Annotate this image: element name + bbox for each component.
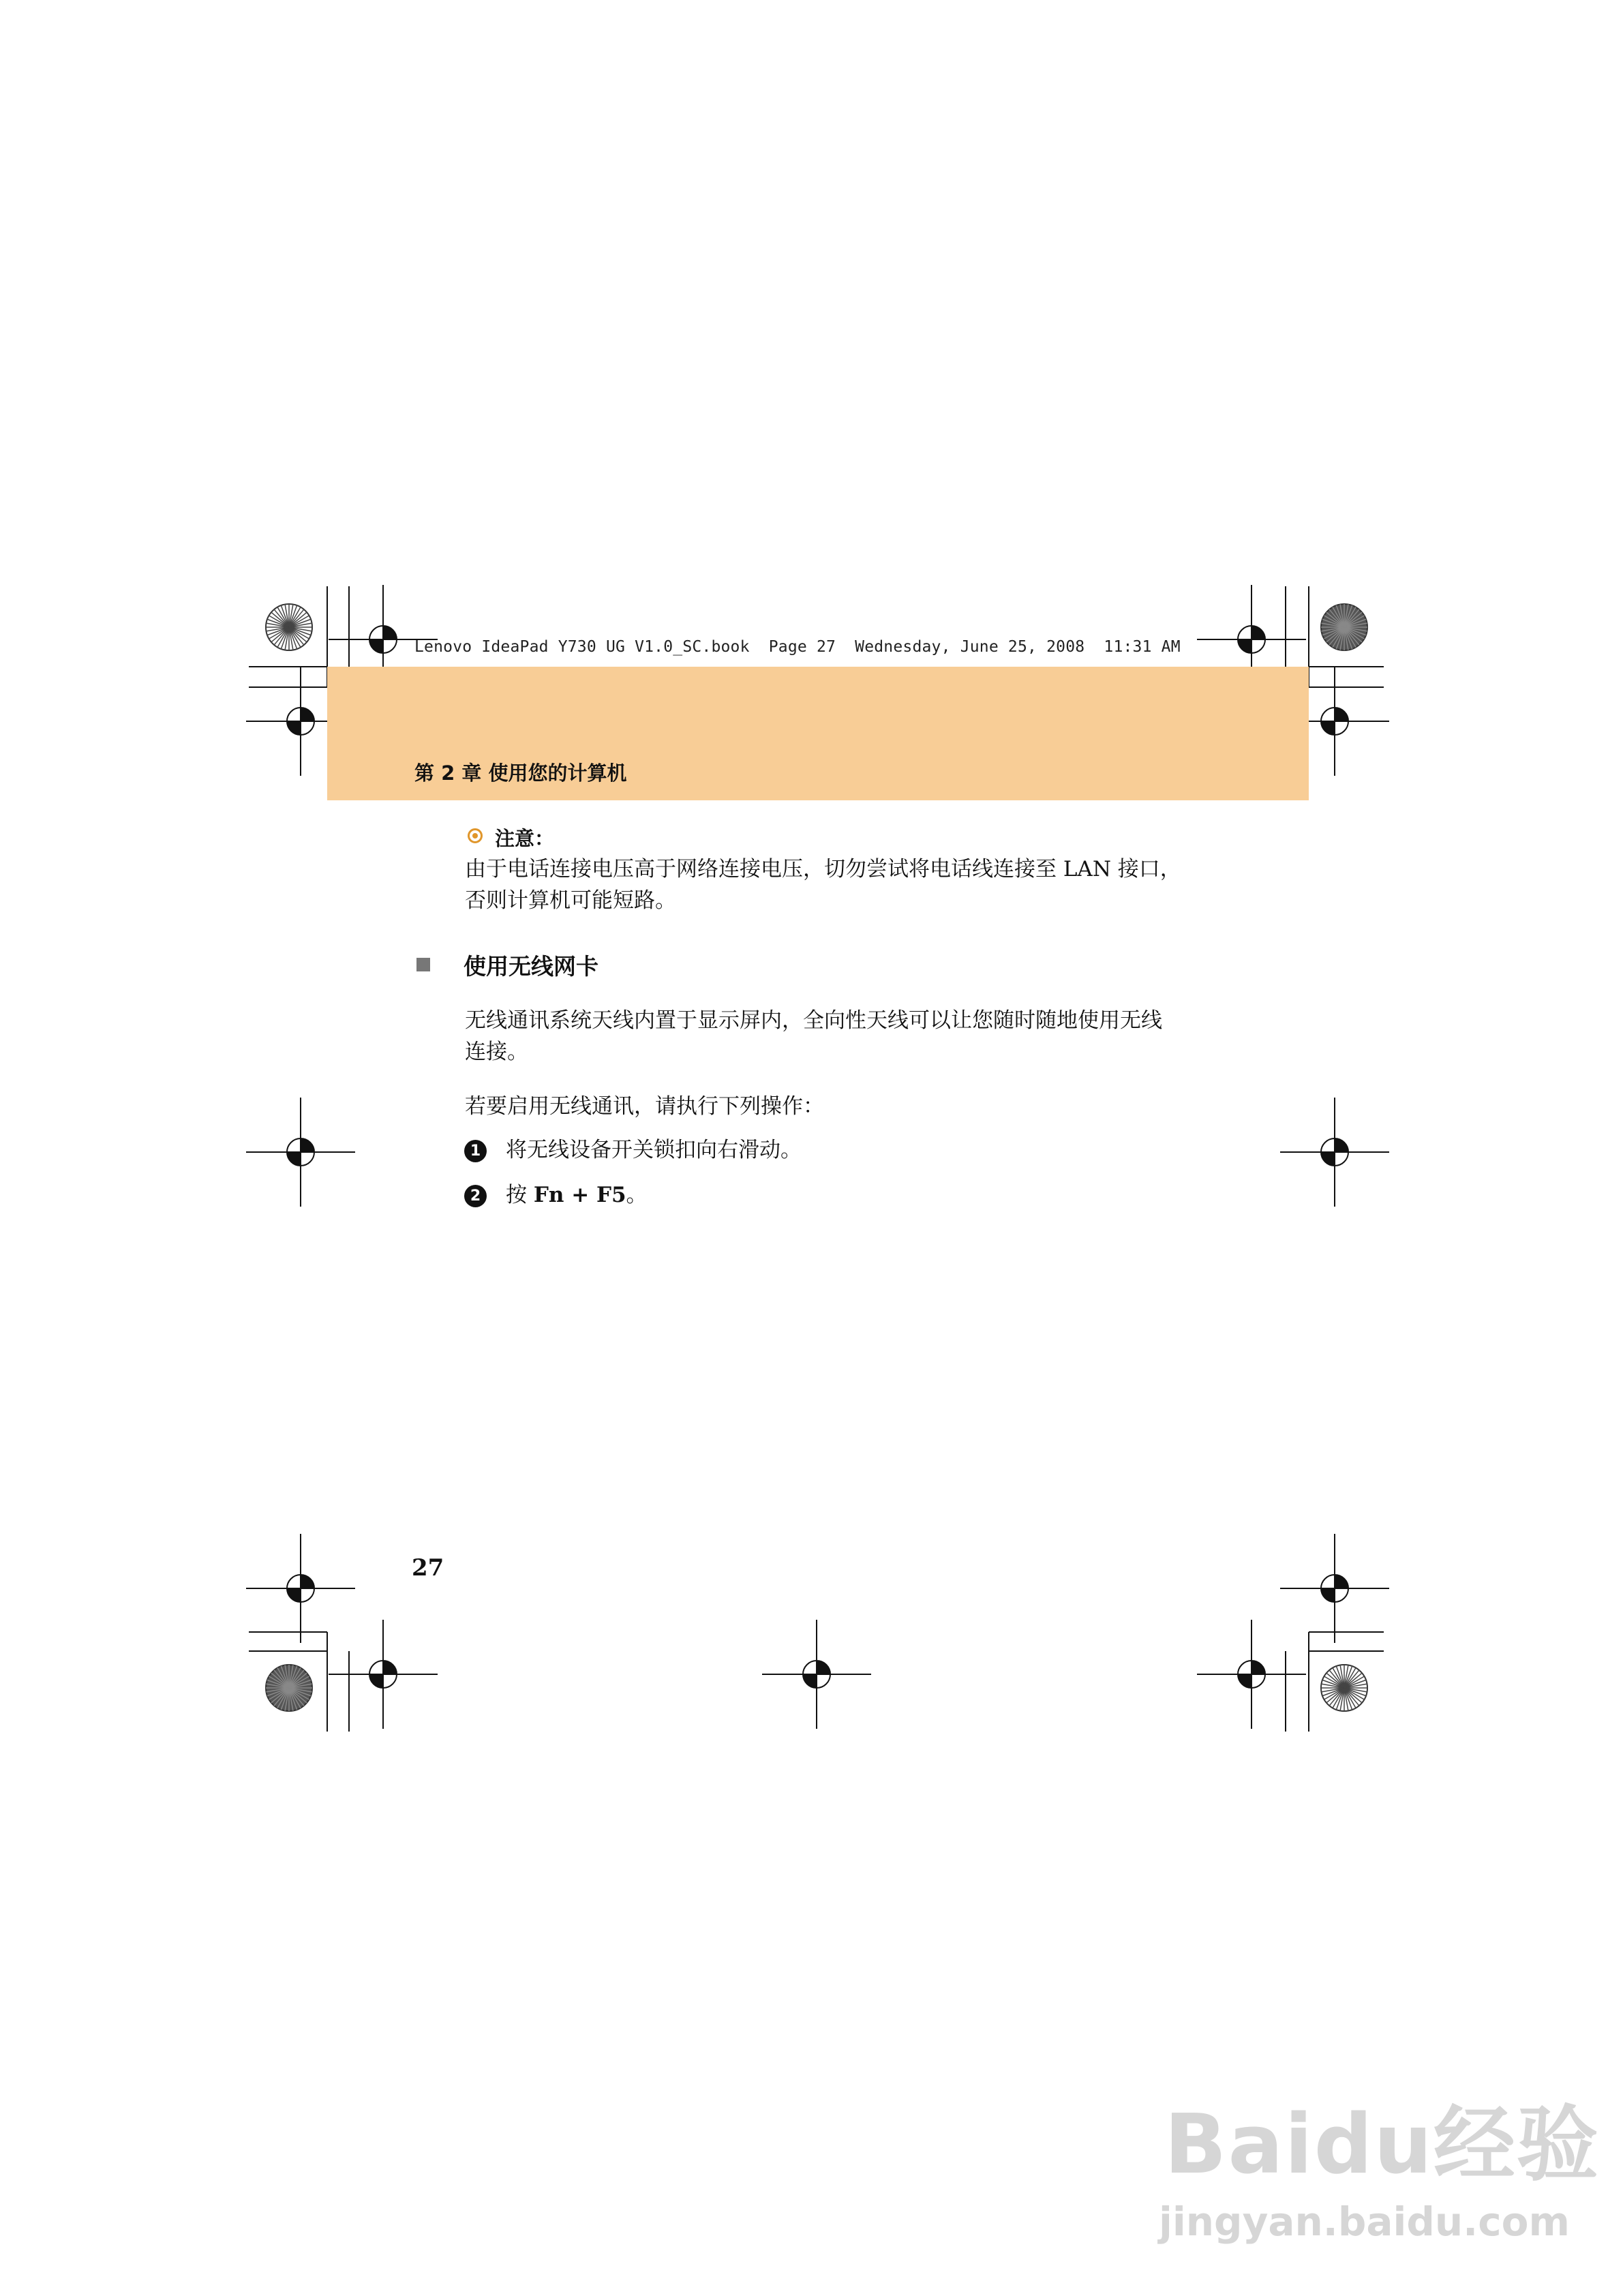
page-number: 27 (412, 1554, 444, 1582)
registration-crosshair-icon (1197, 1620, 1306, 1729)
watermark-logo: Baidu经验 (1164, 2098, 1600, 2192)
note-icon (468, 828, 483, 843)
section-paragraph (465, 1005, 1162, 1068)
registration-crosshair-icon (246, 1098, 355, 1207)
registration-crosshair-icon (246, 1534, 355, 1643)
note-label: 注意： (495, 827, 555, 850)
registration-star-target-icon (1321, 604, 1367, 650)
paragraph-line: 无线通讯系统天线内置于显示屏内，全向性天线可以让您随时随地使用无线 (465, 1008, 1162, 1033)
step-1-text-before: 将无线设备开关锁扣向右滑动。 (506, 1138, 802, 1162)
paragraph-line: 连接。 (465, 1040, 528, 1064)
step-2-text-after: 。 (626, 1183, 648, 1207)
registration-crosshair-icon (329, 1620, 438, 1729)
step-2-key: Fn + F5 (533, 1183, 626, 1207)
step-2-text-before: 按 (506, 1183, 534, 1207)
section-bullet-icon (416, 958, 430, 971)
step-1-number-icon: 1 (464, 1140, 487, 1162)
registration-star-target-icon (266, 604, 312, 650)
print-header-line: Lenovo IdeaPad Y730 UG V1.0_SC.book Page 27 Wednesday, June 25, 2008 11:31 AM (414, 638, 1181, 656)
section-title: 使用无线网卡 (464, 953, 598, 980)
note-text (465, 854, 1181, 916)
note-line: 否则计算机可能短路。 (465, 888, 676, 913)
registration-star-target-icon (266, 1665, 312, 1711)
step-2-number-icon: 2 (464, 1185, 487, 1207)
steps-intro: 若要启用无线通讯，请执行下列操作： (465, 1094, 824, 1119)
step-1-text (506, 1134, 802, 1166)
registration-crosshair-icon (762, 1620, 871, 1729)
step-2-text (506, 1179, 648, 1211)
watermark-url: jingyan.baidu.com (1159, 2199, 1570, 2245)
note-line: 由于电话连接电压高于网络连接电压，切勿尝试将电话线连接至 LAN 接口， (465, 857, 1181, 881)
chapter-title: 第 2 章 使用您的计算机 (414, 761, 627, 785)
registration-star-target-icon (1321, 1665, 1367, 1711)
registration-crosshair-icon (1280, 1098, 1389, 1207)
registration-crosshair-icon (1280, 1534, 1389, 1643)
